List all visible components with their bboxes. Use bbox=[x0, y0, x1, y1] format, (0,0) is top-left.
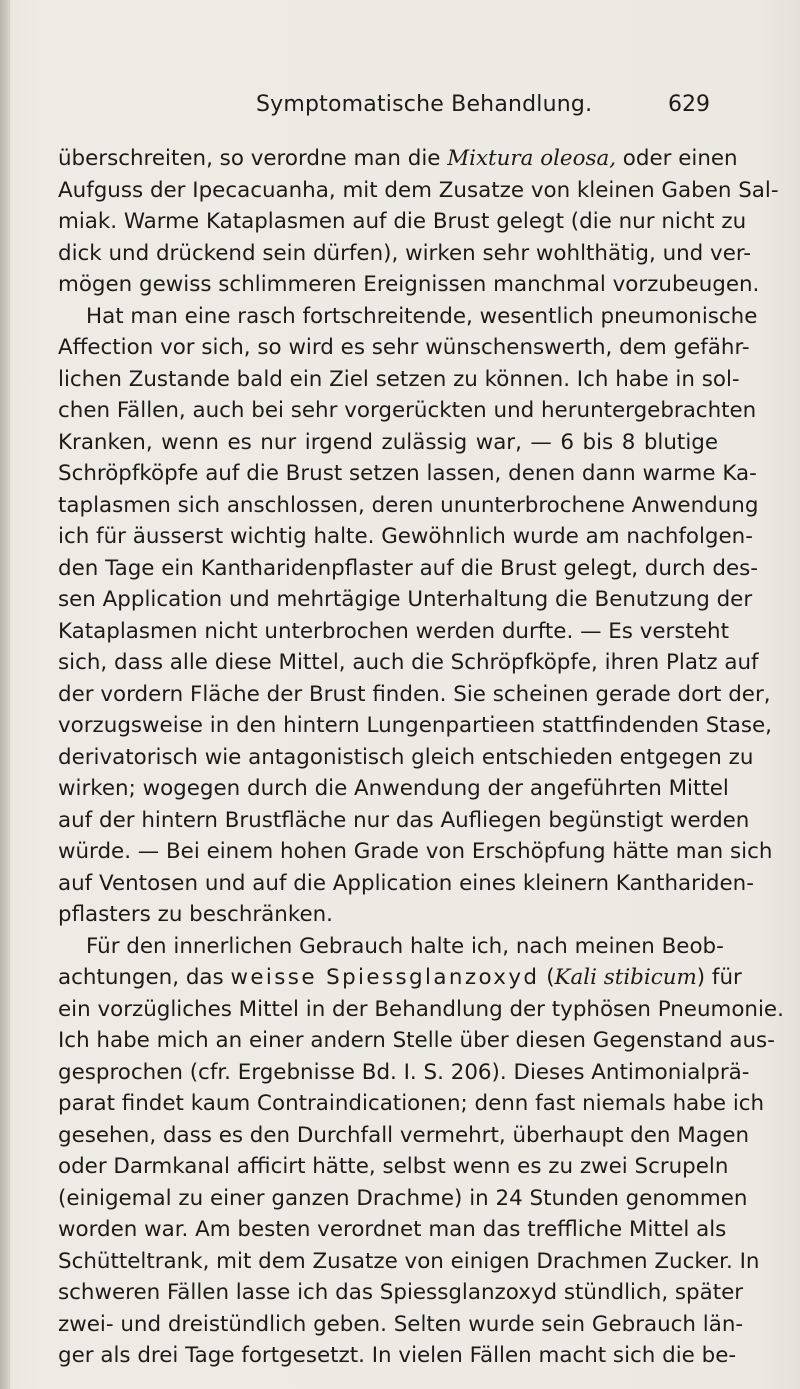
text-line bbox=[58, 1057, 750, 1089]
body-text bbox=[58, 143, 784, 1372]
line-text: würde. — Bei einem hohen Grade von Erschöpfung hätte man sich bbox=[58, 839, 773, 864]
text-line bbox=[58, 868, 754, 900]
text-line bbox=[58, 1120, 750, 1152]
text-line bbox=[58, 836, 773, 868]
line-text: oder einen bbox=[616, 146, 738, 171]
line-text: überschreiten, so verordne man die bbox=[58, 146, 448, 171]
text-line bbox=[58, 773, 729, 805]
spaced-term: weisse Spiessglanzoxyd bbox=[230, 965, 540, 990]
line-text: Kranken, wenn es nur irgend zulässig war, — 6 bis 8 blutige bbox=[58, 429, 718, 455]
line-text: Hat man eine rasch fortschreitende, wesentlich pneumonische bbox=[86, 303, 758, 329]
text-line bbox=[58, 1151, 729, 1183]
line-text: ) für bbox=[696, 965, 742, 990]
text-line bbox=[58, 458, 757, 490]
text-line bbox=[58, 679, 771, 711]
line-text: sich, dass alle diese Mittel, auch die Schröpfköpfe, ihren Platz auf bbox=[58, 650, 759, 675]
line-text: Affection vor sich, so wird es sehr wünschenswerth, dem gefähr- bbox=[58, 335, 750, 360]
line-text: pflasters zu beschränken. bbox=[58, 902, 333, 927]
line-text: Aufguss der Ipecacuanha, mit dem Zusatze von kleinen Gaben Sal- bbox=[58, 177, 779, 203]
line-text: ger als drei Tage fortgesetzt. In vielen Fällen macht sich die be- bbox=[58, 1343, 737, 1368]
line-text: ich für äusserst wichtig halte. Gewöhnlich wurde am nachfolgen- bbox=[58, 524, 753, 549]
line-text: miak. Warme Kataplasmen auf die Brust gelegt (die nur nicht zu bbox=[58, 209, 747, 234]
line-text: den Tage ein Kantharidenpflaster auf die Brust gelegt, durch des- bbox=[58, 555, 758, 581]
line-text: (einigemal zu einer ganzen Drachme) in 24 Stunden genommen bbox=[58, 1185, 748, 1211]
text-line bbox=[58, 994, 784, 1026]
line-text: Ich habe mich an einer andern Stelle über diesen Gegenstand aus- bbox=[58, 1028, 775, 1053]
line-text: oder Darmkanal afficirt hätte, selbst wenn es zu zwei Scrupeln bbox=[58, 1154, 729, 1179]
text-line bbox=[58, 269, 760, 301]
line-text: chen Fällen, auch bei sehr vorgerückten und heruntergebrachten bbox=[58, 398, 757, 423]
text-line bbox=[58, 395, 757, 427]
text-line bbox=[58, 238, 752, 270]
text-line bbox=[58, 710, 772, 742]
line-text: worden war. Am besten verordnet man das treffliche Mittel als bbox=[58, 1217, 727, 1242]
line-text: Für den innerlichen Gebrauch halte ich, nach meinen Beob- bbox=[86, 933, 724, 959]
line-text: der vordern Fläche der Brust finden. Sie scheinen gerade dort der, bbox=[58, 681, 771, 707]
line-text: gesprochen (cfr. Ergebnisse Bd. I. S. 206). Dieses Antimonialprä- bbox=[58, 1059, 750, 1085]
text-line bbox=[58, 1340, 737, 1372]
line-text: ein vorzügliches Mittel in der Behandlung der typhösen Pneumonie. bbox=[58, 996, 784, 1022]
text-line bbox=[58, 742, 754, 774]
line-text: wirken; wogegen durch die Anwendung der angeführten Mittel bbox=[58, 776, 729, 801]
text-line bbox=[58, 931, 724, 963]
text-line bbox=[58, 175, 779, 207]
text-line bbox=[58, 616, 729, 648]
text-line bbox=[58, 1277, 744, 1309]
line-text: Kataplasmen nicht unterbrochen werden durfte. — Es versteht bbox=[58, 618, 729, 644]
italic-term: Kali stibicum bbox=[554, 965, 697, 990]
line-text: Schütteltrank, mit dem Zusatze von einigen Drachmen Zucker. In bbox=[58, 1248, 760, 1274]
line-text: taplasmen sich anschlossen, deren ununterbrochene Anwendung bbox=[58, 492, 759, 518]
text-line bbox=[58, 490, 759, 522]
line-text: derivatorisch wie antagonistisch gleich entschieden entgegen zu bbox=[58, 744, 754, 770]
text-line bbox=[58, 1025, 775, 1057]
text-line bbox=[58, 962, 742, 994]
page-gutter bbox=[0, 0, 10, 1389]
line-text: parat findet kaum Contraindicationen; denn fast niemals habe ich bbox=[58, 1091, 765, 1116]
text-line bbox=[58, 332, 750, 364]
text-line bbox=[58, 647, 759, 679]
line-text: achtungen, das bbox=[58, 965, 231, 990]
text-line bbox=[58, 805, 750, 837]
line-text: auf Ventosen und auf die Application eines kleinern Kanthariden- bbox=[58, 870, 754, 896]
text-line bbox=[58, 206, 747, 238]
page-number: 629 bbox=[668, 92, 710, 117]
line-text: Schröpfköpfe auf die Brust setzen lassen, denen dann warme Ka- bbox=[58, 461, 757, 486]
text-line bbox=[58, 1183, 748, 1215]
page-header bbox=[0, 92, 800, 132]
running-title: Symptomatische Behandlung. bbox=[256, 92, 593, 117]
line-text: vorzugsweise in den hintern Lungenpartieen stattfindenden Stase, bbox=[58, 713, 772, 738]
text-line bbox=[58, 899, 718, 931]
text-line bbox=[58, 427, 718, 459]
text-line bbox=[58, 1088, 765, 1120]
line-text: dick und drückend sein dürfen), wirken sehr wohlthätig, und ver- bbox=[58, 240, 752, 266]
text-line bbox=[58, 584, 753, 616]
text-line bbox=[58, 521, 753, 553]
line-text: sen Application und mehrtägige Unterhaltung die Benutzung der bbox=[58, 587, 753, 612]
text-line bbox=[58, 1214, 727, 1246]
line-text: ( bbox=[539, 965, 555, 990]
text-line bbox=[58, 364, 740, 396]
line-text: gesehen, dass es den Durchfall vermehrt, überhaupt den Magen bbox=[58, 1122, 750, 1148]
line-text: zwei- und dreistündlich geben. Selten wurde sein Gebrauch län- bbox=[58, 1311, 744, 1337]
line-text: schweren Fällen lasse ich das Spiessglanzoxyd stündlich, später bbox=[58, 1280, 744, 1305]
line-text: auf der hintern Brustfläche nur das Aufliegen begünstigt werden bbox=[58, 807, 750, 833]
italic-term: Mixtura oleosa, bbox=[447, 146, 616, 171]
text-line bbox=[58, 1246, 760, 1278]
text-line bbox=[58, 1309, 744, 1341]
line-text: mögen gewiss schlimmeren Ereignissen manchmal vorzubeugen. bbox=[58, 272, 760, 297]
text-line bbox=[58, 553, 758, 585]
text-line bbox=[58, 301, 758, 333]
line-text: lichen Zustande bald ein Ziel setzen zu können. Ich habe in sol- bbox=[58, 366, 740, 392]
text-line bbox=[58, 143, 738, 175]
